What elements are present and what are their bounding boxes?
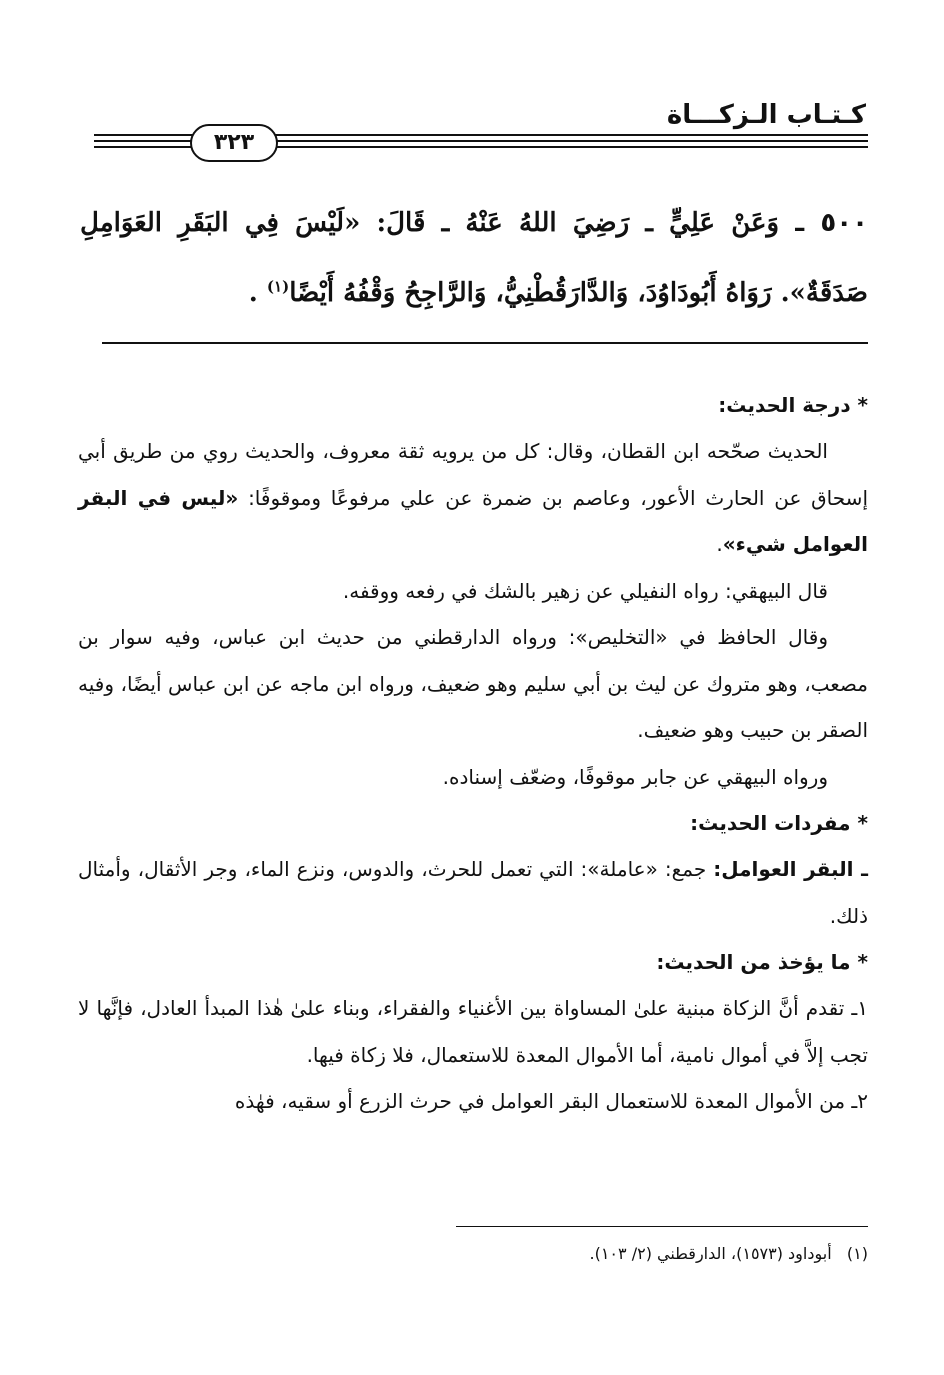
footnote-text: أبوداود (١٥٧٣)، الدارقطني (٢/ ١٠٣). (589, 1244, 832, 1263)
hadith-body: وَعَنْ عَلِيٍّ ـ رَضِيَ اللهُ عَنْهُ ـ قَالَ: «لَيْسَ فِي البَقَرِ العَوَامِلِ صَدَقَةٌ». رَوَاهُ أَبُودَاوُدَ، وَالدَّارَقُطْنِيُّ، وَالرَّاجِحُ وَقْفُهُ أَيْضًا (80, 208, 868, 308)
vocab-entry (78, 846, 868, 939)
footnote-marker: (١) (846, 1244, 868, 1263)
lesson-item-2: ٢ـ من الأموال المعدة للاستعمال البقر العوامل في حرث الزرع أو سقيه، فهٰذه (234, 1089, 868, 1113)
header-rule-left (94, 134, 194, 148)
vocab-term: ـ البقر العوامل: (713, 857, 868, 881)
header-rule-right (270, 134, 868, 148)
grade-paragraph-1: الحديث صحّحه ابن القطان، وقال: كل من يرويه ثقة معروف، والحديث روي من طريق أبي إسحاق عن الحارث الأعور، وعاصم بن ضمرة عن علي مرفوعًا وموقوفًا: «ليس في البقر العوامل شيء». (78, 439, 868, 556)
quoted-narration: «ليس في البقر العوامل شيء» (78, 485, 868, 556)
hadith-end: . (248, 278, 267, 308)
commentary (78, 382, 868, 1125)
page-number: ٣٢٣ (190, 124, 278, 162)
footnote-reference: (١) (266, 277, 290, 296)
footnote (590, 1244, 869, 1263)
footnote-divider (456, 1226, 868, 1227)
section-divider (102, 342, 868, 344)
grade-paragraph-4: ورواه البيهقي عن جابر موقوفًا، وضعّف إسناده. (442, 764, 828, 789)
grade-paragraph-3: وقال الحافظ في «التخليص»: ورواه الدارقطني من حديث ابن عباس، وفيه سوار بن مصعب، وهو متروك عن ليث بن أبي سليم وهو ضعيف، ورواه ابن ماجه عن ابن عباس أيضًا، وفيه الصقر بن حبيب وهو ضعيف. (78, 625, 868, 742)
lessons-heading: * ما يؤخذ من الحديث: (656, 950, 868, 974)
grade-paragraph-2: قال البيهقي: رواه النفيلي عن زهير بالشك في رفعه ووقفه. (342, 578, 828, 603)
chapter-title: كـتـاب الـزكـــاة (666, 100, 866, 130)
hadith-text (80, 188, 868, 328)
hadith-number: ٥٠٠ ـ (795, 208, 868, 238)
vocab-definition: جمع: «عاملة»: التي تعمل للحرث، والدوس، ونزع الماء، وجر الأثقال، وأمثال ذلك. (78, 857, 868, 928)
vocab-heading: * مفردات الحديث: (690, 811, 868, 835)
lesson-item-1: ١ـ تقدم أنَّ الزكاة مبنية علىٰ المساواة بين الأغنياء والفقراء، وبناء علىٰ هٰذا المبدأ العادل، فإنَّها لا تجب إلاَّ في أموال نامية، أما الأموال المعدة للاستعمال، فلا زكاة فيها. (78, 996, 869, 1067)
grade-heading: * درجة الحديث: (718, 393, 868, 417)
